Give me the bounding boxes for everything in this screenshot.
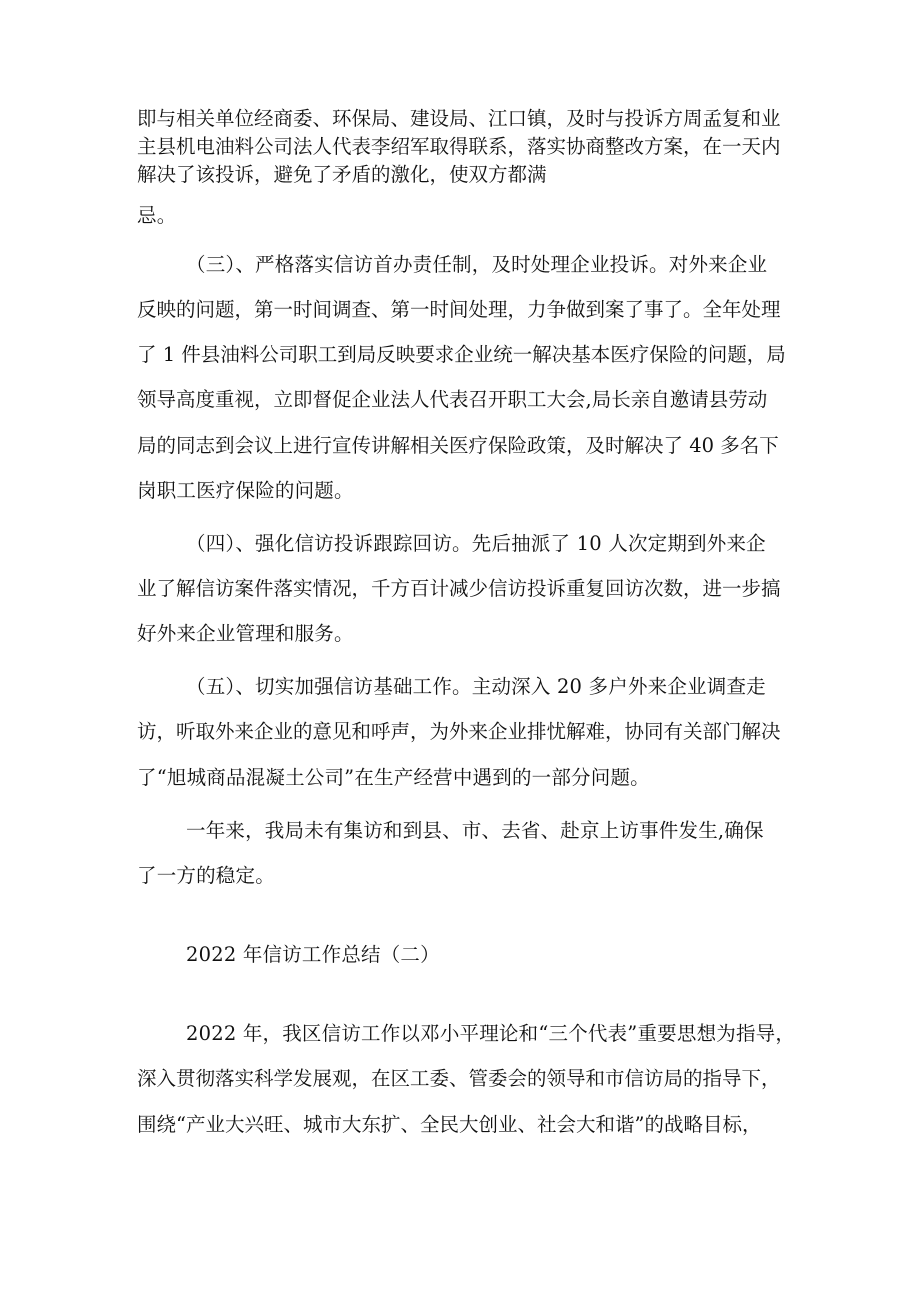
paragraph-6-line-1: 一年来，我局未有集访和到县、市、去省、赴京上访事件发生,确保 <box>186 819 764 842</box>
paragraph-3-line-1: （三）、严格落实信访首办责任制，及时处理企业投诉。对外来企业 <box>186 253 768 276</box>
paragraph-4-line-3: 好外来企业管理和服务。 <box>137 622 354 645</box>
section-heading: 2022 年信访工作总结（二） <box>186 943 440 966</box>
text-line-4: 忌。 <box>137 204 177 227</box>
paragraph-7-line-2: 深入贯彻落实科学发展观，在区工委、管委会的领导和市信访局的指导下， <box>137 1067 781 1090</box>
paragraph-7-line-3: 围绕“产业大兴旺、城市大东扩、全民大创业、社会大和谐”的战略目标， <box>137 1113 762 1136</box>
paragraph-6-line-2: 了一方的稳定。 <box>137 864 275 887</box>
paragraph-3-line-2: 反映的问题，第一时间调查、第一时间处理，力争做到案了事了。全年处理 <box>137 298 781 321</box>
paragraph-3-line-3: 了 1 件县油料公司职工到局反映要求企业统一解决基本医疗保险的问题，局 <box>137 343 786 366</box>
paragraph-5-line-2: 访，听取外来企业的意见和呼声，为外来企业排忧解难，协同有关部门解决 <box>137 720 781 743</box>
paragraph-3-line-6: 岗职工医疗保险的问题。 <box>137 479 354 502</box>
paragraph-5-line-1: （五）、切实加强信访基础工作。主动深入 20 多户外来企业调查走 <box>186 675 766 698</box>
paragraph-3-line-5: 局的同志到会议上进行宣传讲解相关医疗保险政策，及时解决了 40 多名下 <box>137 434 779 457</box>
paragraph-5-line-3: 了“旭城商品混凝土公司”在生产经营中遇到的一部分问题。 <box>137 766 650 789</box>
text-line-1: 即与相关单位经商委、环保局、建设局、江口镇，及时与投诉方周孟复和业 <box>137 107 781 130</box>
text-line-2: 主县机电油料公司法人代表李绍军取得联系，落实协商整改方案，在一天内 <box>137 135 781 158</box>
paragraph-4-line-1: （四）、强化信访投诉跟踪回访。先后抽派了 10 人次定期到外来企 <box>186 532 766 555</box>
paragraph-3-line-4: 领导高度重视，立即督促企业法人代表召开职工大会,局长亲自邀请县劳动 <box>137 388 768 411</box>
paragraph-4-line-2: 业了解信访案件落实情况，千方百计减少信访投诉重复回访次数，进一步搞 <box>137 577 781 600</box>
text-line-3: 解决了该投诉，避免了矛盾的激化，使双方都满 <box>137 163 547 186</box>
paragraph-7-line-1: 2022 年，我区信访工作以邓小平理论和“三个代表”重要思想为指导， <box>186 1022 796 1045</box>
